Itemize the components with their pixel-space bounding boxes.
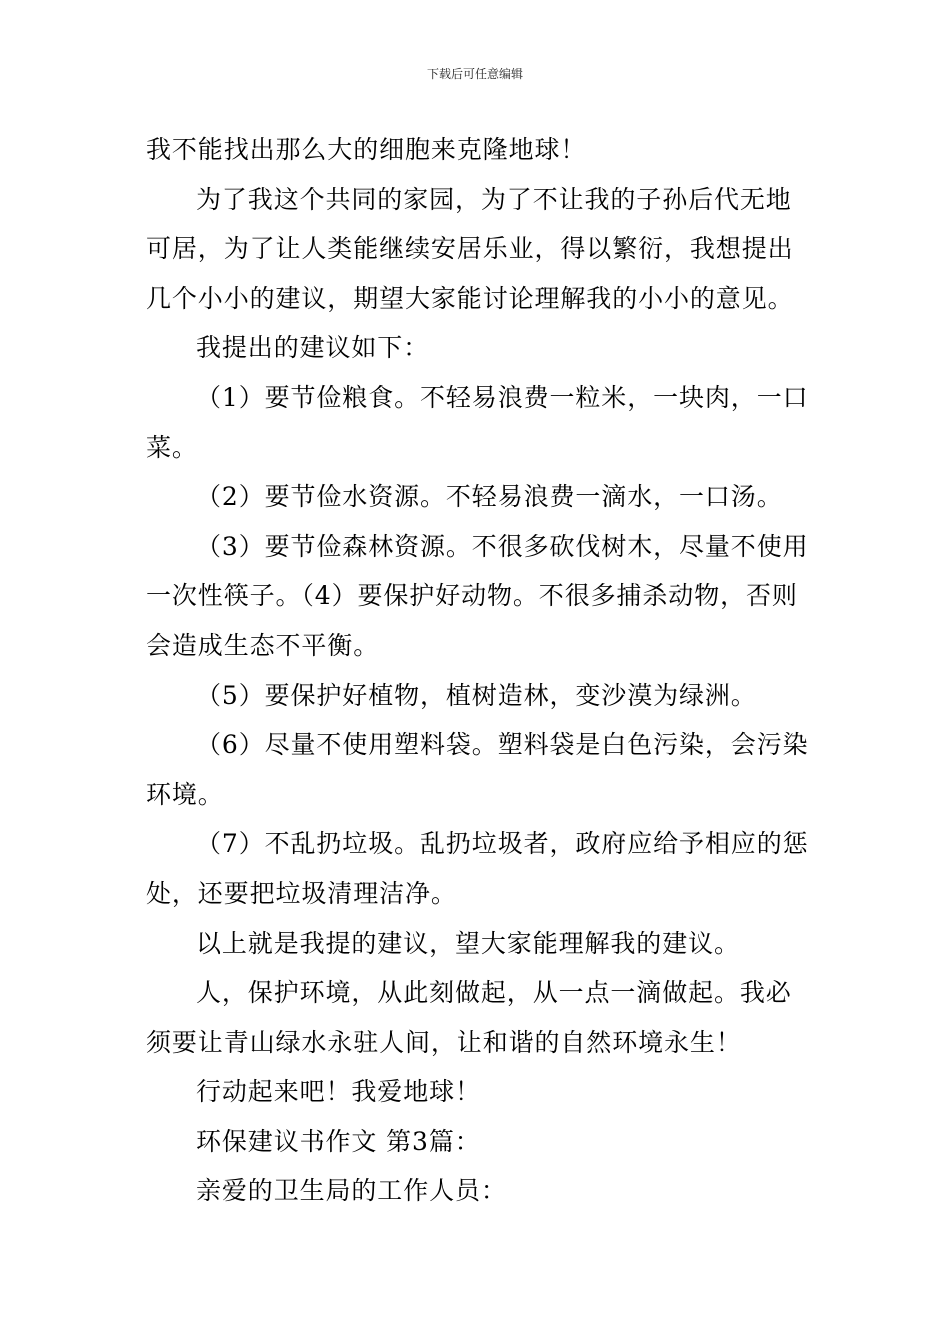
document-body xyxy=(146,125,810,1216)
text-line: 处，还要把垃圾清理洁净。 xyxy=(146,878,457,908)
text-line: 菜。 xyxy=(146,432,198,462)
text-line: （7）不乱扔垃圾。乱扔垃圾者，政府应给予相应的惩 xyxy=(196,829,809,859)
text-line: 人，保护环境，从此刻做起，从一点一滴做起。我必 xyxy=(196,978,792,1008)
text-line: 可居，为了让人类能继续安居乐业，得以繁衍，我想提出 xyxy=(146,234,794,264)
text-line: （6）尽量不使用塑料袋。塑料袋是白色污染，会污染 xyxy=(196,730,809,760)
text-line: 行动起来吧！我爱地球！ xyxy=(196,1077,481,1107)
text-line: 以上就是我提的建议，望大家能理解我的建议。 xyxy=(196,928,740,958)
text-line: 须要让青山绿水永驻人间，让和谐的自然环境永生！ xyxy=(146,1027,742,1057)
salutation: 亲爱的卫生局的工作人员： xyxy=(196,1176,507,1206)
text-line: （2）要节俭水资源。不轻易浪费一滴水，一口汤。 xyxy=(196,482,783,512)
text-line: （5）要保护好植物，植树造林，变沙漠为绿洲。 xyxy=(196,680,757,710)
page-header-note: 下载后可任意编辑 xyxy=(426,67,523,81)
text-line: 环境。 xyxy=(146,779,224,809)
text-line: 我提出的建议如下： xyxy=(196,333,430,363)
section-heading: 环保建议书作文 第3篇： xyxy=(196,1126,481,1156)
text-line: 几个小小的建议，期望大家能讨论理解我的小小的意见。 xyxy=(146,283,794,313)
text-line: 我不能找出那么大的细胞来克隆地球！ xyxy=(146,135,587,164)
text-line: （3）要节俭森林资源。不很多砍伐树木，尽量不使用 xyxy=(196,531,809,561)
text-line: 一次性筷子。（4）要保护好动物。不很多捕杀动物，否则 xyxy=(146,581,798,611)
text-line: 会造成生态不平衡。 xyxy=(146,630,380,660)
text-line: 为了我这个共同的家园，为了不让我的子孙后代无地 xyxy=(196,184,792,214)
text-line: （1）要节俭粮食。不轻易浪费一粒米，一块肉，一口 xyxy=(196,382,809,412)
